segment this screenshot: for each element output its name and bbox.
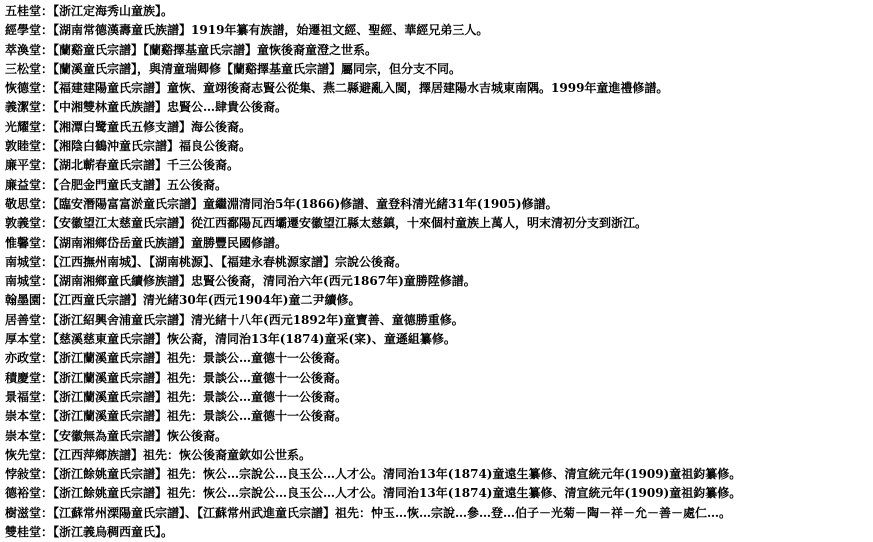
hall-name: 經學堂： (5, 23, 54, 38)
hall-name: 廉益堂： (5, 177, 54, 192)
entry-text: 【江西萍鄉族譜】祖先：恢公後裔童欽如公世系。 (53, 447, 312, 462)
entry-text: 【湖南常德漢壽童氏族譜】1919年纂有族譜，始遷祖文經、聖經、華經兄弟三人。 (53, 23, 489, 38)
hall-name: 亦政堂： (5, 351, 54, 366)
hall-name: 雙桂堂： (5, 525, 54, 540)
entry-line (5, 195, 873, 214)
entry-line (5, 523, 873, 542)
entry-text: 【江西撫州南城】、【湖南桃源】、【福建永春桃源家譜】宗說公後裔。 (53, 254, 408, 269)
hall-name: 三松堂： (5, 61, 54, 76)
hall-name: 悖敍堂： (5, 467, 54, 482)
entry-line (5, 311, 873, 330)
entry-line (5, 137, 873, 156)
entry-line (5, 253, 873, 272)
entry-line (5, 60, 873, 79)
entry-text: 【蘭谿童氏宗譜】【蘭谿擇基童氏宗譜】童恢後裔童澄之世系。 (53, 42, 378, 57)
hall-name: 義潔堂： (5, 100, 54, 115)
entry-text: 【浙江義烏稠西童氏】。 (53, 525, 174, 540)
entry-line (5, 465, 873, 484)
entry-line (5, 272, 873, 291)
entry-line (5, 234, 873, 253)
entry-text: 【蘭溪童氏宗譜】，與清童瑞卿修【蘭谿擇基童氏宗譜】屬同宗，但分支不同。 (53, 61, 462, 76)
entry-line (5, 291, 873, 310)
entry-text: 【福建建陽童氏宗譜】童恢、童翊後裔志賢公從集、燕二縣避亂入閩，擇居建陽水吉城東南隅。1999年童進禮修譜。 (53, 81, 669, 96)
entry-text: 【浙江蘭溪童氏宗譜】祖先：景談公…童德十一公後裔。 (53, 409, 348, 424)
entry-line (5, 156, 873, 175)
hall-name: 敦睦堂： (5, 139, 54, 154)
entry-text: 【浙江餘姚童氏宗譜】祖先：恢公…宗說公…良玉公…人才公。清同治13年(1874)童遠生纂修、清宣統元年(1909)童祖鈞纂修。 (53, 486, 742, 501)
hall-name: 樹滋堂： (5, 505, 54, 520)
hall-name: 居善堂： (5, 312, 54, 327)
hall-name: 敦義堂： (5, 216, 54, 231)
entry-text: 【浙江蘭溪童氏宗譜】祖先：景談公…童德十一公後裔。 (53, 351, 348, 366)
entry-text: 【浙江定海秀山童族】。 (53, 4, 174, 18)
entry-text: 【浙江蘭溪童氏宗譜】祖先：景談公…童德十一公後裔。 (53, 389, 348, 404)
hall-name: 翰墨園： (5, 293, 54, 308)
hall-name: 恢先堂： (5, 447, 54, 462)
entry-text: 【浙江蘭溪童氏宗譜】祖先：景談公…童德十一公後裔。 (53, 370, 348, 385)
entry-line (5, 79, 873, 98)
entry-line (5, 21, 873, 40)
entry-text: 【中湘雙林童氏族譜】忠賢公…肆貴公後裔。 (53, 100, 288, 115)
hall-name: 南城堂： (5, 254, 54, 269)
entry-text: 【合肥金門童氏支譜】五公後裔。 (53, 177, 228, 192)
entry-line (5, 2, 873, 21)
entry-text: 【湘陰白鶴沖童氏宗譜】福良公後裔。 (53, 139, 252, 154)
entry-text: 【安徽望江太慈童氏宗譜】從江西鄱陽瓦西壩遷安徽望江縣太慈鎮，十來個村童族上萬人，明末清初分支到浙江。 (53, 216, 648, 231)
entry-text: 【慈溪慈東童氏宗譜】恢公裔，清同治13年(1874)童采(寀)、童遜組纂修。 (53, 332, 456, 347)
entry-line (5, 388, 873, 407)
hall-name: 萃渙堂： (5, 42, 54, 57)
hall-name: 景福堂： (5, 389, 54, 404)
entry-line (5, 349, 873, 368)
entry-line (5, 369, 873, 388)
hall-name: 積慶堂： (5, 370, 54, 385)
entry-text: 【浙江餘姚童氏宗譜】祖先：恢公…宗說公…良玉公…人才公。清同治13年(1874)童遠生纂修、清宣統元年(1909)童祖鈞纂修。 (53, 467, 742, 482)
entry-text: 【江蘇常州溧陽童氏宗譜】、【江蘇常州武進童氏宗譜】祖先：忡玉…恢…宗說…參…登…伯子－光菊－陶－祥－允－善－處仁…。 (53, 505, 732, 520)
hall-name: 崇本堂： (5, 428, 54, 443)
entry-line (5, 98, 873, 117)
entry-text: 【湖北蘄春童氏宗譜】千三公後裔。 (53, 158, 240, 173)
entry-line (5, 176, 873, 195)
entry-line (5, 427, 873, 446)
entry-line (5, 484, 873, 503)
entry-text: 【浙江紹興舍浦童氏宗譜】清光緒十八年(西元1892年)童寶善、童德勝重修。 (53, 312, 464, 327)
entry-text: 【湘潭白鹭童氏五修支譜】海公後裔。 (53, 119, 252, 134)
entry-line (5, 214, 873, 233)
hall-name: 惟馨堂： (5, 235, 54, 250)
entry-text: 【江西童氏宗譜】清光緒30年(西元1904年)童二尹續修。 (53, 293, 361, 308)
hall-name: 五桂堂： (5, 4, 54, 18)
hall-name: 厚本堂： (5, 332, 54, 347)
entry-line (5, 330, 873, 349)
hall-name: 敬思堂： (5, 196, 54, 211)
hall-name: 恢德堂： (5, 81, 54, 96)
entry-line (5, 41, 873, 60)
hall-name: 光耀堂： (5, 119, 54, 134)
entry-text: 【安徽無為童氏宗譜】恢公後裔。 (53, 428, 228, 443)
entry-line (5, 504, 873, 523)
entry-text: 【湖南湘鄉岱岳童氏族譜】童勝豐民國修譜。 (53, 235, 288, 250)
entry-line (5, 118, 873, 137)
entry-line (5, 446, 873, 465)
entry-text: 【臨安潛陽富富淤童氏宗譜】童繼淵清同治5年(1866)修譜、童登科清光緒31年(1905)修譜。 (53, 196, 558, 211)
entry-text: 【湖南湘鄉童氏續修族譜】忠賢公後裔，清同治六年(西元1867年)童勝陞修譜。 (53, 274, 476, 289)
entry-line (5, 407, 873, 426)
hall-name: 南城堂： (5, 274, 54, 289)
hall-name: 廉平堂： (5, 158, 54, 173)
hall-name: 崇本堂： (5, 409, 54, 424)
hall-name: 德裕堂： (5, 486, 54, 501)
